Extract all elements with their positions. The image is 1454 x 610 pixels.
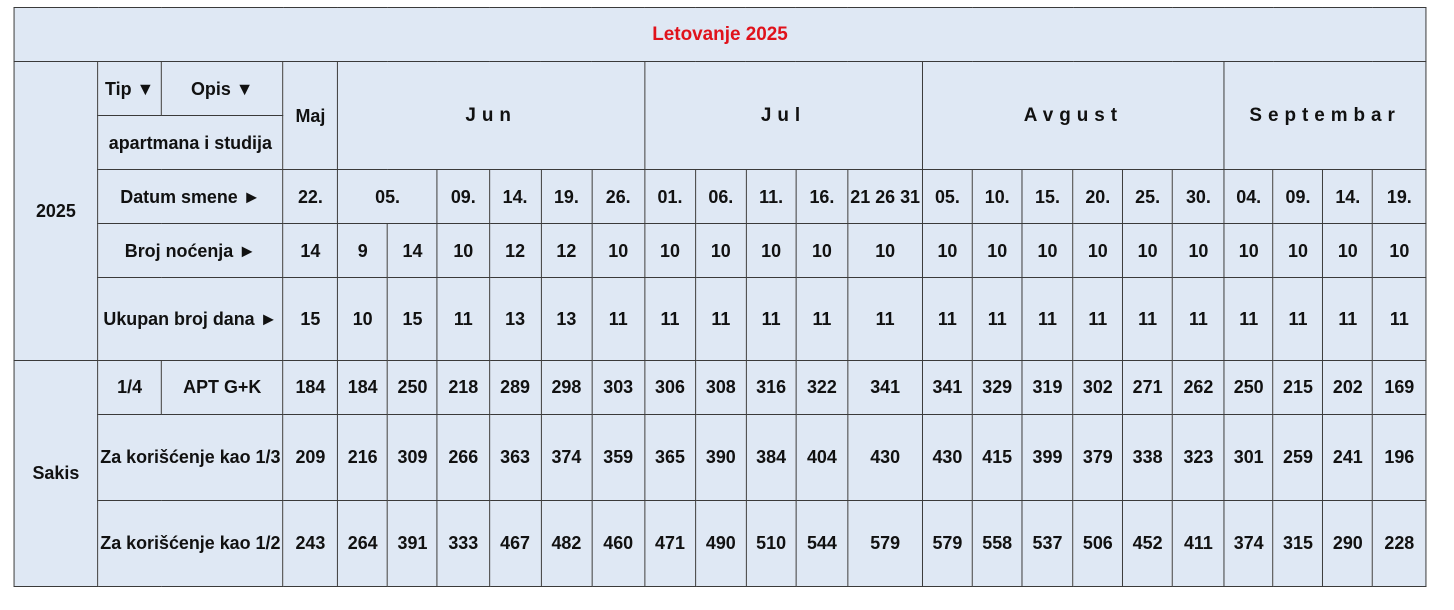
days-cell: 10 — [338, 278, 388, 360]
opis-header[interactable]: Opis ▼ — [161, 62, 283, 116]
price-cell: 309 — [388, 414, 438, 500]
price-cell: 289 — [489, 360, 541, 414]
nights-cell: 10 — [437, 224, 489, 278]
nights-cell: 10 — [592, 224, 645, 278]
price-cell: 316 — [746, 360, 796, 414]
nights-cell: 10 — [972, 224, 1022, 278]
date-cell: 26. — [592, 170, 645, 224]
days-cell: 13 — [489, 278, 541, 360]
price-cell: 404 — [796, 414, 848, 500]
price-cell: 482 — [541, 500, 592, 586]
price-cell: 250 — [388, 360, 438, 414]
days-cell: 15 — [388, 278, 438, 360]
year-label: 2025 — [14, 62, 98, 360]
days-cell: 11 — [1173, 278, 1225, 360]
price-cell: 271 — [1123, 360, 1173, 414]
price-cell: 184 — [283, 360, 338, 414]
date-cell: 21 26 31 — [848, 170, 923, 224]
datum-label: Datum smene ► — [98, 170, 283, 224]
price-cell: 359 — [592, 414, 645, 500]
date-cell: 19. — [1373, 170, 1426, 224]
price-cell: 290 — [1323, 500, 1373, 586]
nocenja-label: Broj noćenja ► — [98, 224, 283, 278]
nights-cell: 9 — [338, 224, 388, 278]
price-cell: 391 — [388, 500, 438, 586]
price-cell: 216 — [338, 414, 388, 500]
days-cell: 11 — [1373, 278, 1426, 360]
nights-cell: 10 — [1073, 224, 1123, 278]
nights-cell: 10 — [1323, 224, 1373, 278]
date-cell: 06. — [695, 170, 746, 224]
nights-cell: 10 — [1273, 224, 1323, 278]
opis-subheader: apartmana i studija — [98, 116, 283, 170]
date-cell: 01. — [645, 170, 696, 224]
price-cell: 169 — [1373, 360, 1426, 414]
price-cell: 510 — [746, 500, 796, 586]
price-cell: 374 — [1224, 500, 1273, 586]
nights-cell: 14 — [283, 224, 338, 278]
days-cell: 13 — [541, 278, 592, 360]
price-row — [14, 360, 1426, 414]
dates-row — [14, 170, 1426, 224]
row-tip: 1/4 — [98, 360, 162, 414]
nights-cell: 10 — [1123, 224, 1173, 278]
price-cell: 315 — [1273, 500, 1323, 586]
nights-cell: 10 — [923, 224, 973, 278]
days-cell: 11 — [1022, 278, 1073, 360]
row-label: Za korišćenje kao 1/2 — [98, 500, 283, 586]
price-cell: 241 — [1323, 414, 1373, 500]
days-cell: 11 — [923, 278, 973, 360]
month-maj: Maj — [283, 62, 338, 170]
price-cell: 250 — [1224, 360, 1273, 414]
month-jun: Jun — [338, 62, 645, 170]
days-cell: 11 — [695, 278, 746, 360]
price-cell: 537 — [1022, 500, 1073, 586]
nights-cell: 10 — [695, 224, 746, 278]
date-cell: 14. — [1323, 170, 1373, 224]
nights-cell: 10 — [1022, 224, 1073, 278]
days-cell: 11 — [645, 278, 696, 360]
days-cell: 11 — [1273, 278, 1323, 360]
price-row — [14, 414, 1426, 500]
date-cell: 30. — [1173, 170, 1225, 224]
date-cell: 09. — [437, 170, 489, 224]
nights-cell: 10 — [746, 224, 796, 278]
nights-cell: 10 — [1173, 224, 1225, 278]
price-cell: 202 — [1323, 360, 1373, 414]
price-cell: 215 — [1273, 360, 1323, 414]
row-label: APT G+K — [161, 360, 283, 414]
nights-cell: 10 — [1373, 224, 1426, 278]
price-cell: 579 — [848, 500, 923, 586]
price-cell: 363 — [489, 414, 541, 500]
month-avgust: Avgust — [923, 62, 1225, 170]
price-cell: 471 — [645, 500, 696, 586]
days-cell: 11 — [972, 278, 1022, 360]
date-cell: 16. — [796, 170, 848, 224]
date-cell: 20. — [1073, 170, 1123, 224]
nights-cell: 10 — [848, 224, 923, 278]
days-cell: 11 — [796, 278, 848, 360]
title-row — [14, 8, 1426, 62]
price-cell: 411 — [1173, 500, 1225, 586]
price-cell: 452 — [1123, 500, 1173, 586]
price-cell: 333 — [437, 500, 489, 586]
price-cell: 430 — [923, 414, 973, 500]
days-cell: 11 — [592, 278, 645, 360]
table-title: Letovanje 2025 — [14, 8, 1426, 62]
price-cell: 323 — [1173, 414, 1225, 500]
price-cell: 196 — [1373, 414, 1426, 500]
price-cell: 243 — [283, 500, 338, 586]
price-cell: 303 — [592, 360, 645, 414]
price-cell: 341 — [848, 360, 923, 414]
price-cell: 259 — [1273, 414, 1323, 500]
nights-cell: 12 — [489, 224, 541, 278]
nights-cell: 12 — [541, 224, 592, 278]
date-cell: 19. — [541, 170, 592, 224]
date-cell: 22. — [283, 170, 338, 224]
price-cell: 374 — [541, 414, 592, 500]
price-cell: 506 — [1073, 500, 1123, 586]
price-cell: 430 — [848, 414, 923, 500]
row-label: Za korišćenje kao 1/3 — [98, 414, 283, 500]
price-cell: 218 — [437, 360, 489, 414]
price-cell: 184 — [338, 360, 388, 414]
price-cell: 298 — [541, 360, 592, 414]
price-cell: 558 — [972, 500, 1022, 586]
price-cell: 308 — [695, 360, 746, 414]
days-cell: 11 — [1073, 278, 1123, 360]
price-cell: 390 — [695, 414, 746, 500]
tip-header[interactable]: Tip ▼ — [98, 62, 162, 116]
days-cell: 11 — [437, 278, 489, 360]
days-cell: 11 — [1123, 278, 1173, 360]
nights-cell: 10 — [1224, 224, 1273, 278]
price-cell: 319 — [1022, 360, 1073, 414]
price-cell: 264 — [338, 500, 388, 586]
price-cell: 379 — [1073, 414, 1123, 500]
price-cell: 209 — [283, 414, 338, 500]
date-cell: 05. — [338, 170, 438, 224]
price-cell: 306 — [645, 360, 696, 414]
date-cell: 11. — [746, 170, 796, 224]
price-cell: 338 — [1123, 414, 1173, 500]
nights-cell: 10 — [796, 224, 848, 278]
price-table — [14, 7, 1427, 587]
price-cell: 322 — [796, 360, 848, 414]
price-cell: 262 — [1173, 360, 1225, 414]
price-cell: 302 — [1073, 360, 1123, 414]
dana-label: Ukupan broj dana ► — [98, 278, 283, 360]
price-cell: 415 — [972, 414, 1022, 500]
price-cell: 228 — [1373, 500, 1426, 586]
price-cell: 301 — [1224, 414, 1273, 500]
days-cell: 11 — [1224, 278, 1273, 360]
days-cell: 11 — [746, 278, 796, 360]
price-cell: 544 — [796, 500, 848, 586]
nights-cell: 10 — [645, 224, 696, 278]
date-cell: 09. — [1273, 170, 1323, 224]
price-cell: 460 — [592, 500, 645, 586]
property-name: Sakis — [14, 360, 98, 586]
days-cell: 11 — [848, 278, 923, 360]
month-septembar: Septembar — [1224, 62, 1426, 170]
price-cell: 384 — [746, 414, 796, 500]
price-cell: 266 — [437, 414, 489, 500]
date-cell: 05. — [923, 170, 973, 224]
price-cell: 341 — [923, 360, 973, 414]
date-cell: 14. — [489, 170, 541, 224]
price-cell: 579 — [923, 500, 973, 586]
header-row-1 — [14, 62, 1426, 116]
date-cell: 25. — [1123, 170, 1173, 224]
days-cell: 11 — [1323, 278, 1373, 360]
price-row — [14, 500, 1426, 586]
price-cell: 399 — [1022, 414, 1073, 500]
nights-row — [14, 224, 1426, 278]
days-row — [14, 278, 1426, 360]
price-cell: 365 — [645, 414, 696, 500]
date-cell: 04. — [1224, 170, 1273, 224]
price-cell: 467 — [489, 500, 541, 586]
nights-cell: 14 — [388, 224, 438, 278]
month-jul: Jul — [645, 62, 923, 170]
days-cell: 15 — [283, 278, 338, 360]
date-cell: 15. — [1022, 170, 1073, 224]
price-cell: 490 — [695, 500, 746, 586]
date-cell: 10. — [972, 170, 1022, 224]
price-cell: 329 — [972, 360, 1022, 414]
